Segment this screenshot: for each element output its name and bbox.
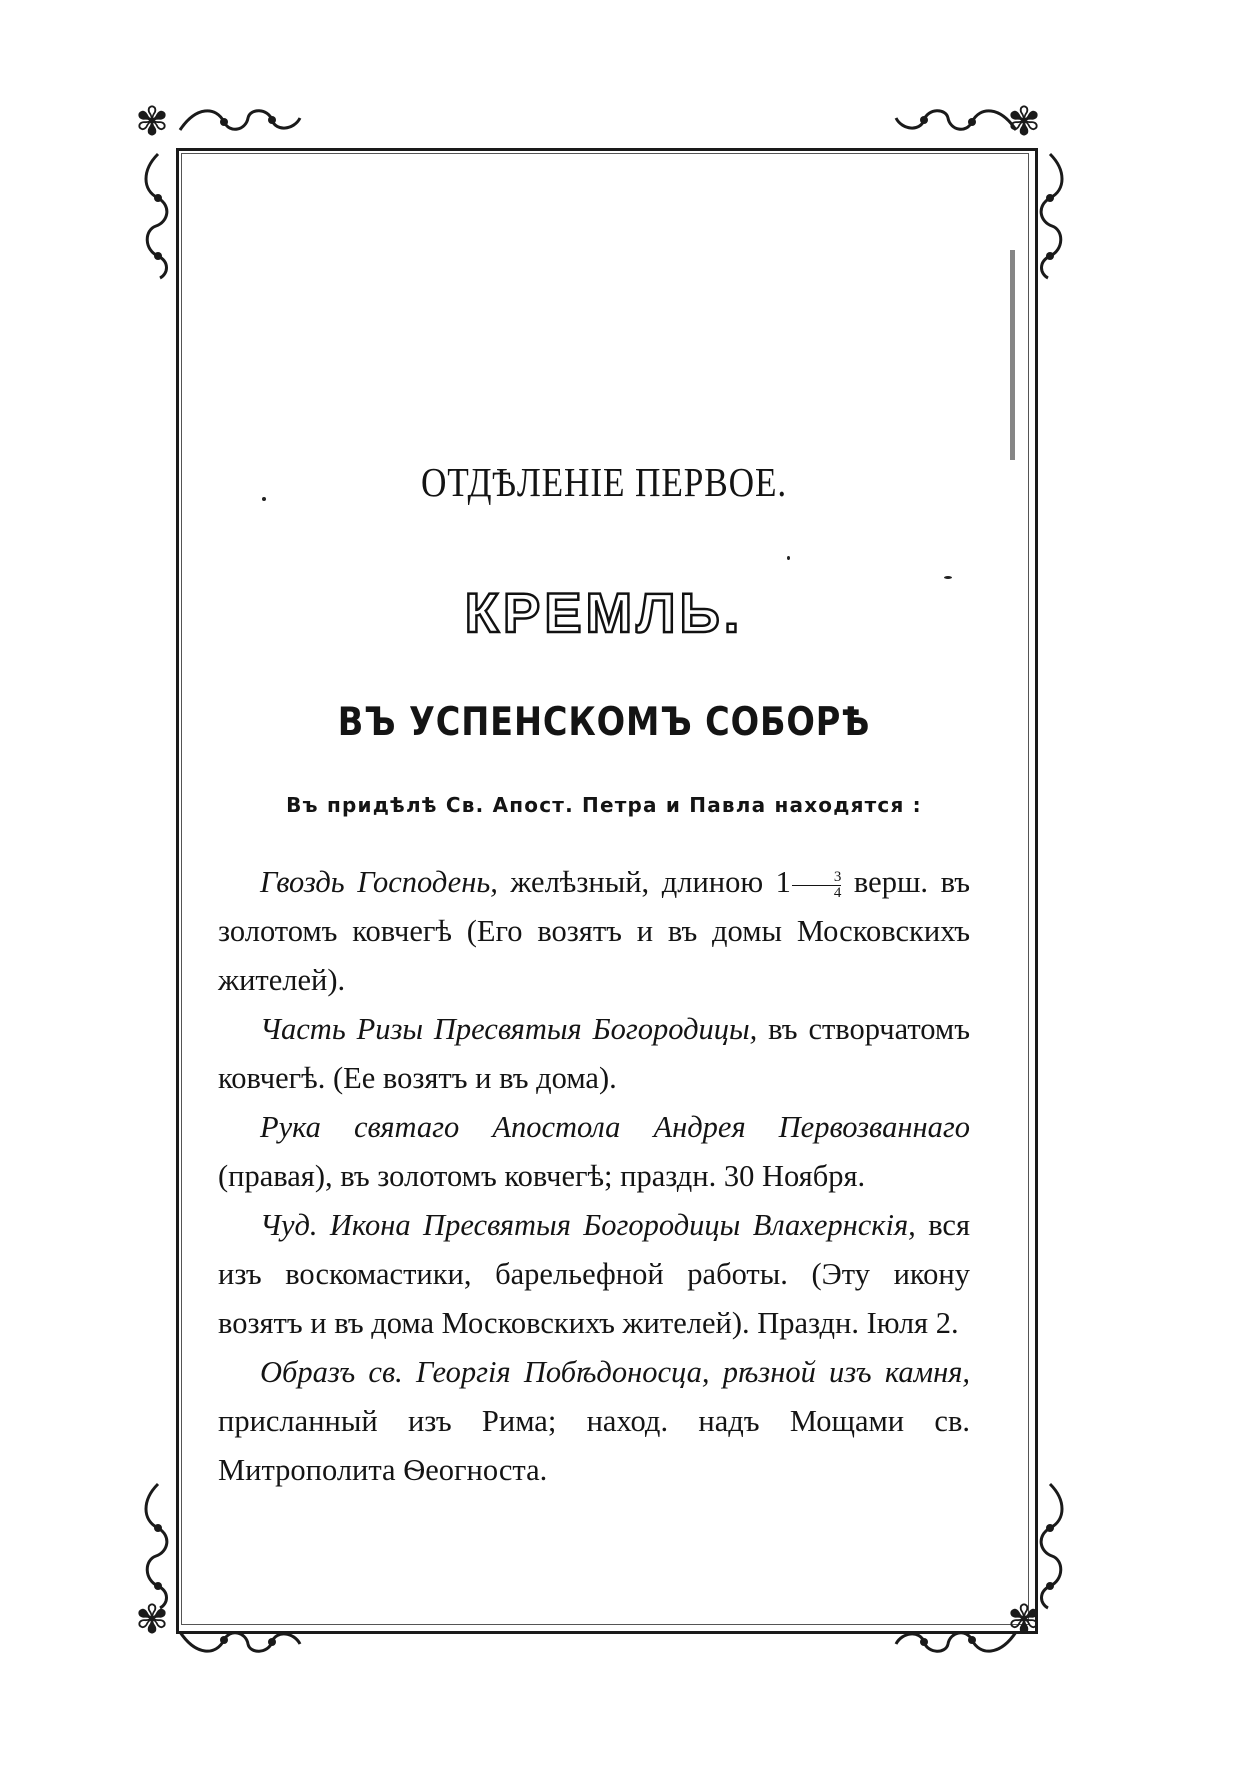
- relic-name: Чуд. Икона Пресвятыя Богородицы Влахернскія,: [260, 1208, 916, 1242]
- floral-star-icon: ✾: [1007, 1597, 1041, 1642]
- vine-scroll-icon: [138, 150, 178, 280]
- cathedral-title: ВЪ УСПЕНСКОМЪ СОБОРѢ: [337, 700, 871, 745]
- section-title: ОТДѢЛЕНІЕ ПЕРВОЕ.: [420, 459, 788, 505]
- vine-scroll-icon: [1030, 150, 1070, 280]
- vine-scroll-icon: [176, 100, 316, 140]
- chapel-line: Въ придѣлѣ Св. Апост. Петра и Павла находятся :: [286, 793, 922, 817]
- list-item: [218, 1201, 970, 1348]
- fraction-denominator: 4: [833, 884, 842, 901]
- floral-star-icon: ✾: [135, 99, 169, 144]
- scan-edge-mark: [1010, 250, 1015, 460]
- fraction: [792, 870, 842, 901]
- vine-scroll-icon: [880, 100, 1020, 140]
- relic-description: (правая), въ золотомъ ковчегѣ; праздн. 30 Ноября.: [218, 1159, 866, 1193]
- relics-list: [218, 858, 970, 1495]
- scan-speck: [787, 556, 790, 560]
- list-item: [218, 1103, 970, 1201]
- fraction-numerator: 3: [792, 870, 842, 886]
- floral-star-icon: ✾: [1007, 99, 1041, 144]
- relic-description: желѣзный, длиною 1: [497, 865, 791, 899]
- relic-name: Часть Ризы Пресвятыя Богородицы,: [260, 1012, 758, 1046]
- scan-speck: [944, 576, 952, 579]
- kreml-title: КРЕМЛЬ.: [464, 581, 744, 644]
- vine-scroll-icon: [880, 1622, 1020, 1662]
- relic-description: верш. въ золотомъ ковчегѣ (Его возятъ и въ домы Московскихъ жителей).: [218, 865, 970, 997]
- vine-scroll-icon: [1030, 1480, 1070, 1610]
- floral-star-icon: ✾: [135, 1597, 169, 1642]
- list-item: [218, 858, 970, 1005]
- list-item: [218, 1348, 970, 1495]
- vine-scroll-icon: [138, 1480, 178, 1610]
- relic-description: присланный изъ Рима; наход. надъ Мощами св. Митрополита Ѳеогноста.: [218, 1404, 970, 1487]
- relic-description: вся изъ воскомастики, барельефной работы. (Эту икону возятъ и въ дома Московскихъ жителей). Праздн. Іюля 2.: [218, 1208, 970, 1340]
- list-item: [218, 1005, 970, 1103]
- vine-scroll-icon: [176, 1622, 316, 1662]
- relic-name: Рука святаго Апостола Андрея Первозваннаго: [260, 1110, 970, 1144]
- relic-description: въ створчатомъ ковчегѣ. (Ее возятъ и въ дома).: [218, 1012, 970, 1095]
- relic-name: Образъ св. Георгія Побѣдоносца, рѣзной изъ камня,: [260, 1355, 970, 1389]
- relic-name: Гвоздь Господень,: [260, 865, 498, 899]
